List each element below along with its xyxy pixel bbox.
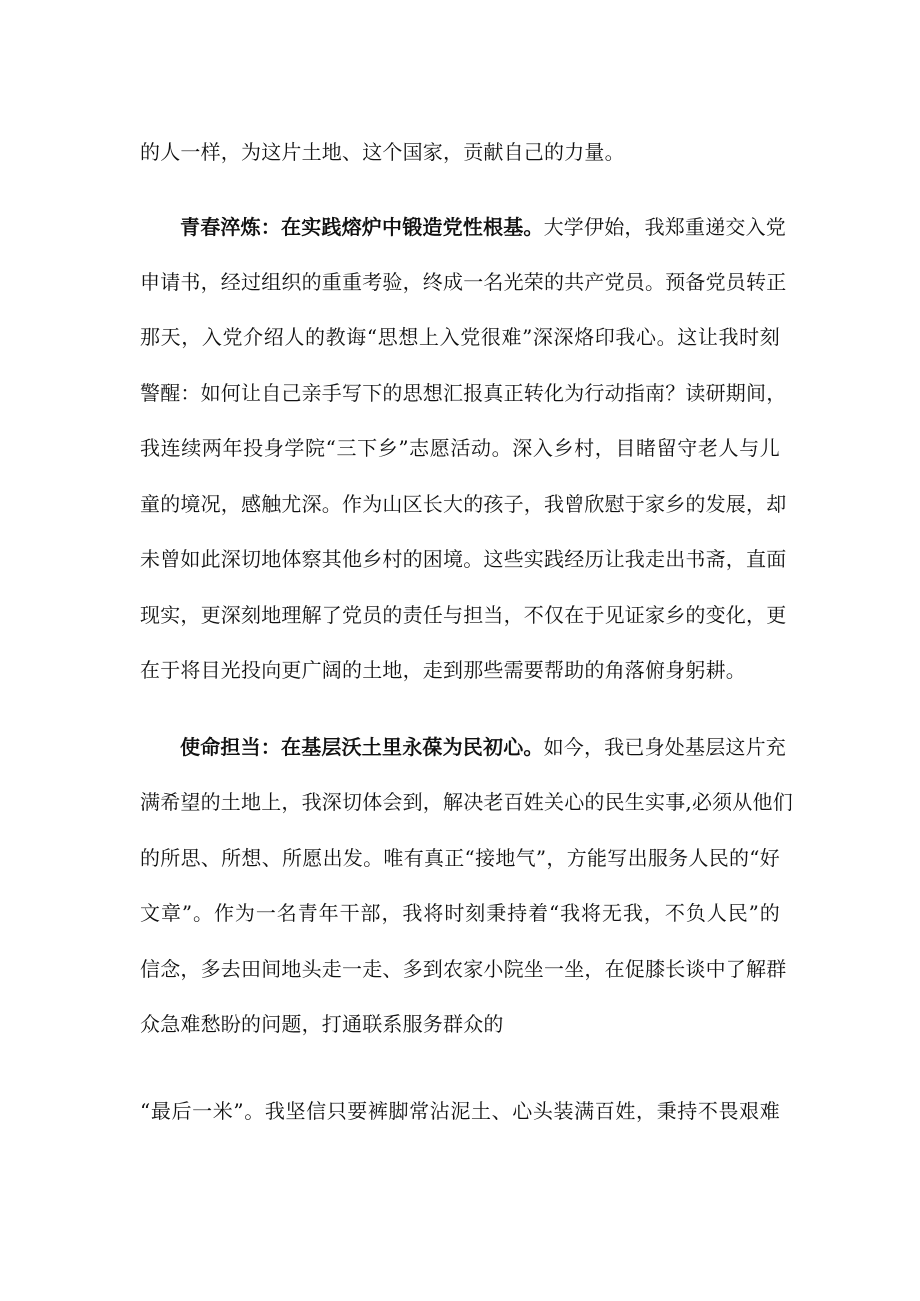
paragraph-youth-line: 在于将目光投向更广阔的土地，走到那些需要帮助的角落俯身躬耕。	[140, 658, 746, 682]
paragraph-youth-line: 我连续两年投身学院“三下乡”志愿活动。深入乡村，目睹留守老人与儿	[140, 436, 780, 460]
paragraph-youth-heading: 青春淬炼：在实践熔炉中锻造党性根基。	[180, 215, 544, 239]
paragraph-youth-line: 那天，入党介绍人的教诲“思想上入党很难”深深烙印我心。这让我时刻	[140, 325, 780, 349]
paragraph-youth-first-line	[180, 213, 787, 241]
paragraph-mission-line: 满希望的土地上，我深切体会到，解决老百姓关心的民生实事,必须从他们	[140, 790, 793, 814]
paragraph-mission-heading: 使命担当：在基层沃土里永葆为民初心。	[180, 735, 544, 759]
paragraph-mission-line: 信念，多去田间地头走一走、多到农家小院坐一坐，在促膝长谈中了解群	[140, 957, 787, 981]
paragraph-youth-line: 未曾如此深切地体察其他乡村的困境。这些实践经历让我走出书斋，直面	[140, 547, 787, 571]
paragraph-youth-line: 申请书，经过组织的重重考验，终成一名光荣的共产党员。预备党员转正	[140, 270, 787, 294]
paragraph-mission-first-line-text: 如今，我已身处基层这片充	[543, 735, 787, 759]
paragraph-mission-line: 文章”。作为一名青年干部，我将时刻秉持着“我将无我，不负人民”的	[140, 901, 780, 925]
paragraph-youth-first-line-text: 大学伊始，我郑重递交入党	[543, 215, 787, 239]
paragraph-mission-line: 众急难愁盼的问题，打通联系服务群众的	[140, 1012, 504, 1036]
paragraph-youth-line: 警醒：如何让自己亲手写下的思想汇报真正转化为行动指南？读研期间，	[140, 381, 787, 405]
paragraph-final-line: “最后一米”。我坚信只要裤脚常沾泥土、心头装满百姓，秉持不畏艰难	[140, 1099, 780, 1123]
paragraph-continuation-line: 的人一样，为这片土地、这个国家，贡献自己的力量。	[140, 140, 625, 164]
paragraph-youth-line: 童的境况，感触尤深。作为山区长大的孩子，我曾欣慰于家乡的发展，却	[140, 492, 787, 516]
paragraph-mission-line: 的所思、所想、所愿出发。唯有真正“接地气”，方能写出服务人民的“好	[140, 846, 780, 870]
paragraph-youth-line: 现实，更深刻地理解了党员的责任与担当，不仅在于见证家乡的变化，更	[140, 603, 787, 627]
paragraph-mission-first-line	[180, 733, 787, 761]
